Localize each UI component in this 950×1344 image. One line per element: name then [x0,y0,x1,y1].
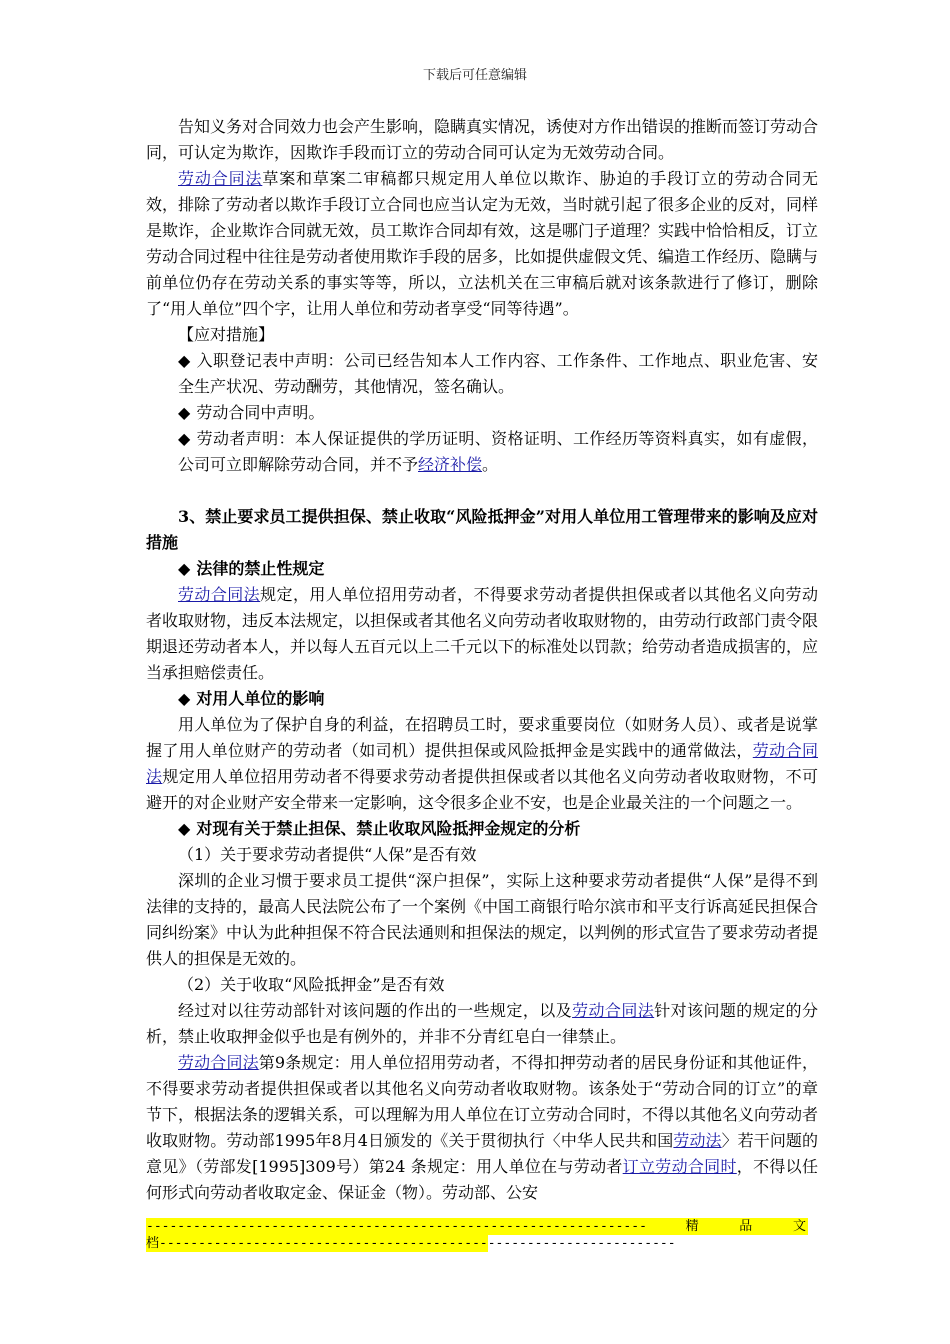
footer-line-2: 档------------------------------------------------------------------ [146,1236,676,1251]
paragraph-law-provision: 劳动合同法规定，用人单位招用劳动者，不得要求劳动者提供担保或者以其他名义向劳动者收取财物，违反本法规定，以担保或者其他名义向劳动者收取财物的，由劳动行政部门责令限期退还劳动者本人，并以每人五百元以上二千元以下的标准处以罚款；给劳动者造成损害的，应当承担赔偿责任。 [146,585,819,682]
labor-contract-law-link[interactable]: 劳动合同法 [178,169,263,188]
bullet-item-worker-statement: ◆ 劳动者声明：本人保证提供的学历证明、资格证明、工作经历等资料真实，如有虚假，公司可立即解除劳动合同，并不予经济补偿。 [178,429,818,474]
bullet-item-registration: ◆ 入职登记表中声明：公司已经告知本人工作内容、工作条件、工作地点、职业危害、安全生产状况、劳动酬劳，其他情况，签名确认。 [178,351,818,396]
document-body [146,114,818,1206]
footer-char: 品 [739,1219,753,1234]
paragraph-shenzhen-guarantee: 深圳的企业习惯于要求员工提供“深户担保”，实际上这种要求劳动者提供“人保”是得不到法律的支持的，最高人民法院公布了一个案例《中国工商银行哈尔滨市和平支行诉高延民担保合同纠纷案》中认为此种担保不符合民法通则和担保法的规定，以判例的形式宣告了要求劳动者提供人的担保是无效的。 [146,871,819,968]
diamond-bullet-icon: ◆ [178,351,191,370]
economic-compensation-link[interactable]: 经济补偿 [418,455,483,474]
question-personal-guarantee: （1）关于要求劳动者提供“人保”是否有效 [178,845,477,864]
paragraph-employer-impact: 用人单位为了保护自身的利益，在招聘员工时，要求重要岗位（如财务人员）、或者是说掌握了用人单位财产的劳动者（如司机）提供担保或风险抵押金是实践中的通常做法，劳动合同法规定用人单位招用劳动者不得要求劳动者提供担保或者以其他名义向劳动者收取财物，不可避开的对企业财产安全带来一定影响，这令很多企业不安，也是企业最关注的一个问题之一。 [146,715,818,812]
labor-contract-law-link[interactable]: 劳动合同法 [178,1053,259,1072]
diamond-bullet-icon: ◆ [178,559,191,578]
sign-labor-contract-link[interactable]: 订立劳动合同时 [622,1157,737,1176]
footer-char: 文 [792,1219,806,1234]
page-header: 下载后可任意编辑 [422,68,527,83]
labor-law-link[interactable]: 劳动法 [673,1131,722,1150]
footer-dashes: ---------------------------------------------------------------- [146,1219,647,1234]
footer-watermark-band [146,1218,808,1252]
bullet-item-contract-statement: ◆ 劳动合同中声明。 [178,403,325,422]
labor-contract-law-link[interactable]: 劳动合同法 [146,741,818,786]
paragraph-draft-history: 劳动合同法草案和草案二审稿都只规定用人单位以欺诈、胁迫的手段订立的劳动合同无效，排除了劳动者以欺诈手段订立合同也应当认定为无效，当时就引起了很多企业的反对，同样是欺诈，企业欺诈合同就无效，员工欺诈合同却有效，这是哪门子道理？实践中恰恰相反，订立劳动合同过程中往往是劳动者使用欺诈手段的居多，比如提供虚假文凭、编造工作经历、隐瞒与前单位仍存在劳动关系的事实等等，所以，立法机关在三审稿后就对该条款进行了修订，删除了“用人单位”四个字，让用人单位和劳动者享受“同等待遇”。 [146,169,819,318]
subheading-impact: ◆ 对用人单位的影响 [178,689,325,708]
subheading-analysis: ◆ 对现有关于禁止担保、禁止收取风险抵押金规定的分析 [178,819,581,838]
question-risk-deposit: （2）关于收取“风险抵押金”是否有效 [178,975,445,994]
diamond-bullet-icon: ◆ [178,403,191,422]
diamond-bullet-icon: ◆ [178,689,191,708]
diamond-bullet-icon: ◆ [178,819,191,838]
subheading-prohibitive-rules: ◆ 法律的禁止性规定 [178,559,325,578]
footer-char: 精 [685,1219,699,1234]
measures-title: 【应对措施】 [178,325,275,344]
labor-contract-law-link[interactable]: 劳动合同法 [178,585,261,604]
diamond-bullet-icon: ◆ [178,429,191,448]
footer-line-1 [146,1218,808,1235]
section-3-heading: 3、禁止要求员工提供担保、禁止收取“风险抵押金”对用人单位用工管理带来的影响及应对措施 [146,507,818,552]
paragraph-article-9: 劳动合同法第9条规定：用人单位招用劳动者，不得扣押劳动者的居民身份证和其他证件，不得要求劳动者提供担保或者以其他名义向劳动者收取财物。该条处于“劳动合同的订立”的章节下，根据法条的逻辑关系，可以理解为用人单位在订立劳动合同时，不得以其他名义向劳动者收取财物。劳动部1995年8月4日颁发的《关于贯彻执行〈中华人民共和国劳动法〉若干问题的意见》（劳部发[1995]309号）第24 条规定：用人单位在与劳动者订立劳动合同时，不得以任何形式向劳动者收取定金、保证金（物）。劳动部、公安 [146,1053,819,1202]
labor-contract-law-link[interactable]: 劳动合同法 [572,1001,655,1020]
paragraph-fraud-effect: 告知义务对合同效力也会产生影响，隐瞒真实情况，诱使对方作出错误的推断而签订劳动合同，可认定为欺诈，因欺诈手段而订立的劳动合同可认定为无效劳动合同。 [146,117,819,162]
paragraph-deposit-analysis: 经过对以往劳动部针对该问题的作出的一些规定，以及劳动合同法针对该问题的规定的分析，禁止收取押金似乎也是有例外的，并非不分青红皂白一律禁止。 [146,1001,818,1046]
